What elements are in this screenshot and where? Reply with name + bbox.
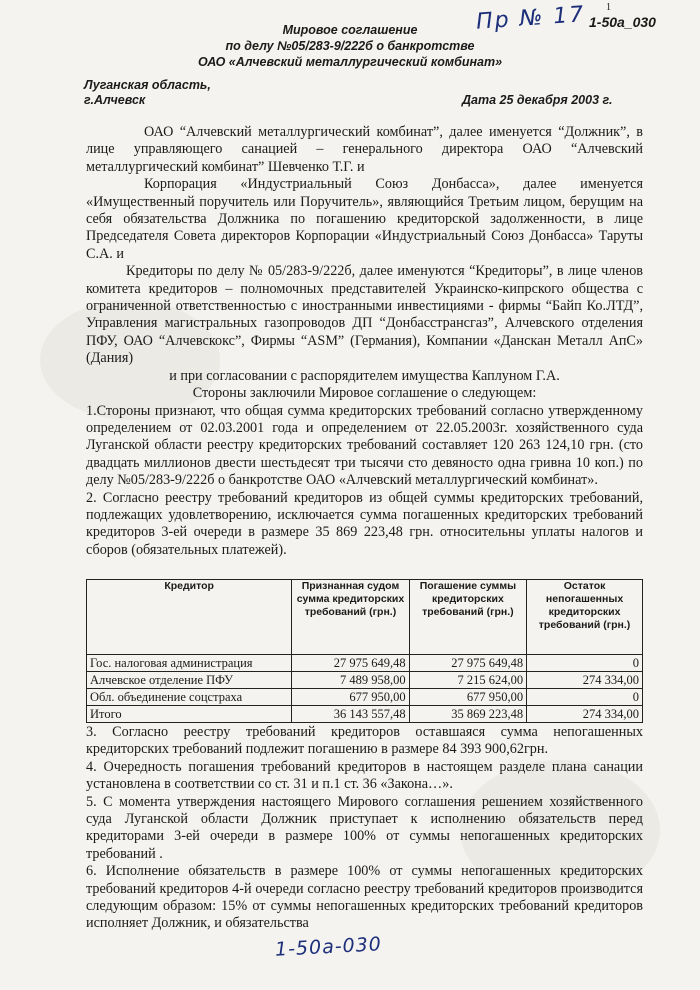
clause-6: 6. Исполнение обязательств в размере 100% от суммы непогашенных кредиторских требований кредиторов 4-й очереди согласно реестру требований кредиторов производится следующим образом: 15% от суммы непогашенных кредиторских требований кредиторов исполняет Должник, и обязательства [86,863,643,932]
cell-repaid: 35 869 223,48 [409,706,526,723]
title-line: по делу №05/283-9/222б о банкротстве [225,39,475,53]
paragraph-guarantor: Корпорация «Индустриальный Союз Донбасса», далее именуется «Имущественный поручитель или Поручитель», являющийся Третьим лицом, берущим на себя обязательства Должника по погашению кредиторской задолженности, в лице Председателя Совета директоров Корпорации «Индустриальный Союз Донбасса» Таруты С.А. и [86,176,643,262]
cell-repaid: 27 975 649,48 [409,655,526,672]
table-row [87,689,643,706]
clause-4: 4. Очередность погашения требований кредиторов в настоящем разделе плана санации установлена в соответствии со ст. 31 и п.1 ст. 36 «Закона…». [86,758,643,793]
document-date: Дата 25 декабря 2003 г. [462,93,613,107]
clause-3: 3. Согласно реестру требований кредиторов оставшаяся сумма непогашенных кредиторских требований подлежит погашению в размере 84 393 900,62грн. [86,724,643,758]
cell-repaid: 7 215 624,00 [409,672,526,689]
cell-remaining: 0 [527,689,643,706]
handwritten-note-bottom: 1-50а-030 [274,933,383,961]
cell-creditor: Итого [87,706,292,723]
title-line: Мировое соглашение [282,23,418,37]
table-row [87,655,643,672]
table-header-row [87,580,643,655]
column-header-recognized: Признанная судом сумма кредиторских требований (грн.) [292,580,409,655]
cell-creditor: Гос. налоговая администрация [87,655,292,672]
paragraph-debtor: ОАО “Алчевский металлургический комбинат”, далее именуется “Должник”, в лице управляющего санацией – генерального директора ОАО “Алчевский металлургический комбинат” Шевченко Т.Г. и [86,124,643,175]
paragraph-agreement-intro: Стороны заключили Мировое соглашение о следующем: [192,385,537,402]
cell-remaining: 274 334,00 [527,672,643,689]
cell-creditor: Обл. объединение соцстраха [87,689,292,706]
place-line: Луганская область, [84,78,211,92]
clauses-block [86,724,643,933]
cell-recognized: 27 975 649,48 [292,655,409,672]
title-line: ОАО «Алчевский металлургический комбинат» [197,55,503,69]
clause-5: 5. С момента утверждения настоящего Мирового соглашения решением хозяйственного суда Луганской области Должник приступает к исполнению обязательств перед кредиторами 3-ей очереди в размере 100% от суммы непогашенных кредиторских требований . [86,793,643,862]
cell-recognized: 7 489 958,00 [292,672,409,689]
clause-1: 1.Стороны признают, что общая сумма кредиторских требований согласно утвержденному определением от 02.03.2001 года и определением от 22.05.2003г. хозяйственного суда Луганской области реестру кредиторских требований составляет 120 263 124,10 грн. (сто двадцать миллионов двести шестьдесят три тысячи сто девяносто одна гривна 10 коп.) по делу №05/283-9/222б о банкротстве ОАО «Алчевский металлургический комбинат». [86,402,643,489]
intro-block [86,124,643,559]
cell-repaid: 677 950,00 [409,689,526,706]
place-line: г.Алчевск [84,93,146,107]
document-code: 1-50a_030 [589,14,656,30]
cell-recognized: 677 950,00 [292,689,409,706]
cell-recognized: 36 143 557,48 [292,706,409,723]
cell-remaining: 0 [527,655,643,672]
handwritten-note-top: Пр № 17 [475,2,587,35]
paragraph-administrator: и при согласовании с распорядителем имущества Каплуном Г.А. [169,367,560,384]
column-header-creditor: Кредитор [87,580,292,655]
column-header-remaining: Остаток непогашенных кредиторских требований (грн.) [527,580,643,655]
page-number: 1 [606,2,611,13]
cell-remaining: 274 334,00 [527,706,643,723]
cell-creditor: Алчевское отделение ПФУ [87,672,292,689]
paragraph-creditors: Кредиторы по делу № 05/283-9/222б, далее именуются “Кредиторы”, в лице членов комитета кредиторов – полномочных представителей Украинско-кипрского общества с ограниченной ответственностью с иностранными инвестициями - фирмы “Байп Ко.ЛТД”, Управления магистральных газопроводов ДП “Донбасстрансгаз”, Алчевского отделения ПФУ, ОАО “Алчевскокс”, Фирмы “ASM” (Германия), Компании «Данскан Металл АпС» (Дания) [86,263,643,367]
place-of-signing [84,78,211,108]
clause-2: 2. Согласно реестру требований кредиторов из общей суммы кредиторских требований, подлежащих удовлетворению, исключается сумма погашенных кредиторских требований кредиторов 3-ей очереди в размере 35 869 223,48 грн. относительны уплаты налогов и сборов (обязательных платежей). [86,489,643,558]
document-title [0,22,700,70]
table-total-row [87,706,643,723]
creditor-table [86,579,643,723]
column-header-repaid: Погашение суммы кредиторских требований (грн.) [409,580,526,655]
table-row [87,672,643,689]
